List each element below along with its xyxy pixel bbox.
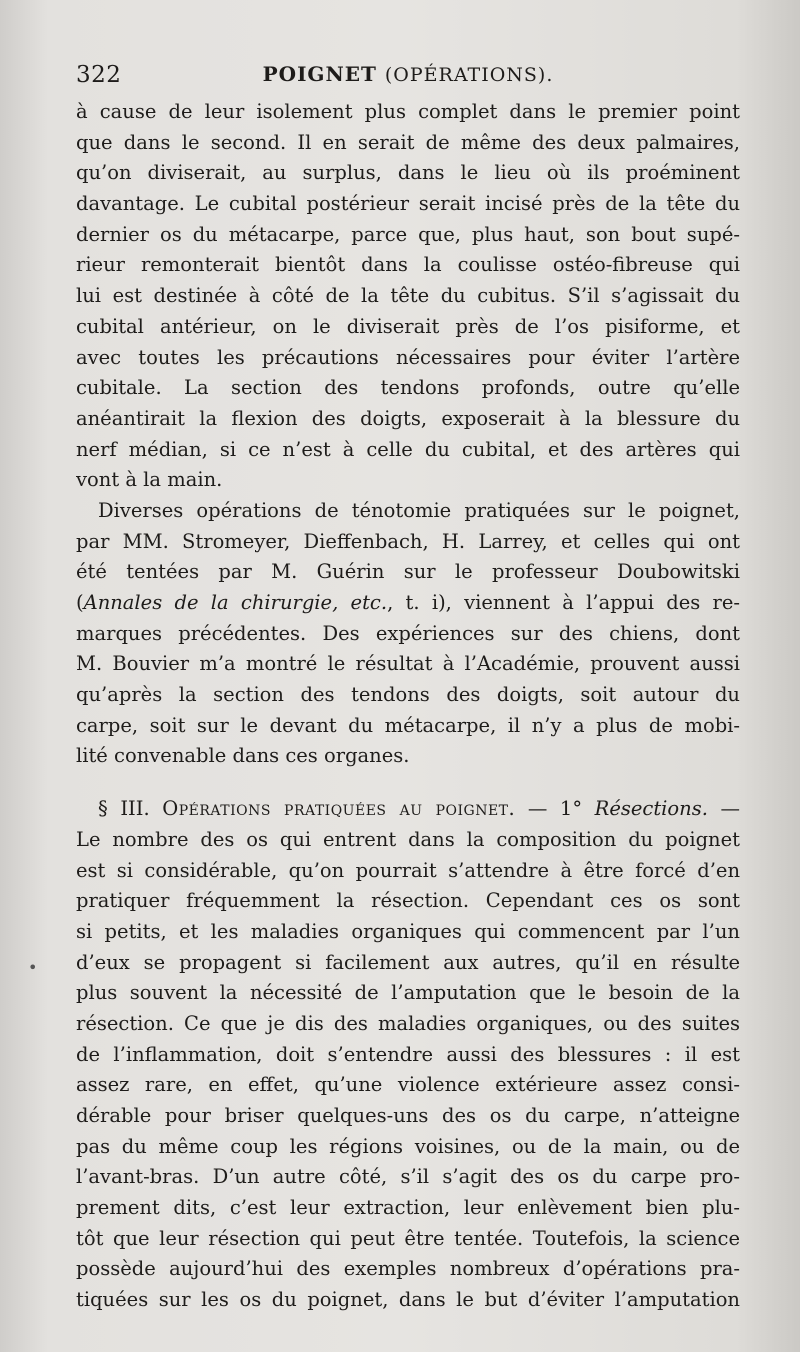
running-title-main: POIGNET xyxy=(262,62,377,86)
text-line: plus souvent la nécessité de l’amputation que le besoin de la xyxy=(76,981,740,1005)
text-line: lui est destinée à côté de la tête du cubitus. S’il s’agissait du xyxy=(76,284,740,308)
text-line: Le nombre des os qui entrent dans la composition du poignet xyxy=(76,827,740,851)
text-line: tôt que leur résection qui peut être tentée. Toutefois, la science xyxy=(76,1226,740,1250)
text-line: cubital antérieur, on le diviserait près de l’os pisiforme, et xyxy=(76,314,740,338)
paragraph-2 xyxy=(76,496,740,772)
heading-dash-2: — xyxy=(720,797,740,821)
text-line: si petits, et les maladies organiques qui commencent par l’un xyxy=(76,919,740,943)
text-line: l’avant-bras. D’un autre côté, s’il s’agit des os du carpe pro- xyxy=(76,1165,740,1189)
text-line: par MM. Stromeyer, Dieffenbach, H. Larrey, et celles qui ont xyxy=(76,529,740,553)
page-number: 322 xyxy=(76,62,122,88)
text-line: de l’inflammation, doit s’entendre aussi des blessures : il est xyxy=(76,1042,740,1066)
text-line: nerf médian, si ce n’est à celle du cubital, et des artères qui xyxy=(76,437,740,461)
text-line: marques précédentes. Des expériences sur des chiens, dont xyxy=(76,621,740,645)
paragraph-1 xyxy=(76,97,740,496)
text-line: qu’on diviserait, au surplus, dans le lieu où ils proéminent xyxy=(76,161,740,185)
subsection-number: 1° xyxy=(559,797,595,821)
citation-rest: , t. i), viennent à l’appui des re- xyxy=(387,591,740,614)
text-line: résection. Ce que je dis des maladies organiques, ou des suites xyxy=(76,1011,740,1035)
text-line: anéantirait la flexion des doigts, exposerait à la blessure du xyxy=(76,406,740,430)
body-text xyxy=(76,97,740,1316)
text-line: possède aujourd’hui des exemples nombreux d’opérations pra- xyxy=(76,1257,740,1281)
text-line: vont à la main. xyxy=(76,468,223,492)
text-line-citation xyxy=(76,588,740,619)
text-line: pas du même coup les régions voisines, ou de la main, ou de xyxy=(76,1134,740,1158)
text-line: que dans le second. Il en serait de même des deux palmaires, xyxy=(76,130,740,154)
paren: ( xyxy=(76,591,84,614)
section-heading-title: Opérations pratiquées au poignet. xyxy=(162,797,516,821)
text-line: Diverses opérations de ténotomie pratiquées sur le poignet, xyxy=(98,498,740,522)
text-line: avec toutes les précautions nécessaires pour éviter l’artère xyxy=(76,345,740,369)
section-heading xyxy=(76,794,740,825)
text-line: dérable pour briser quelques-uns des os du carpe, n’atteigne xyxy=(76,1104,740,1127)
running-title xyxy=(76,62,740,86)
text-line: assez rare, en effet, qu’une violence extérieure assez consi- xyxy=(76,1073,740,1097)
text-line: carpe, soit sur le devant du métacarpe, il n’y a plus de mobi- xyxy=(76,713,740,737)
section-3 xyxy=(76,794,740,1316)
section-gap xyxy=(76,772,740,794)
text-line: lité convenable dans ces organes. xyxy=(76,744,410,768)
subsection-title: Résections. xyxy=(594,797,708,821)
text-line: est si considérable, qu’on pourrait s’attendre à être forcé d’en xyxy=(76,858,740,882)
text-line: qu’après la section des tendons des doigts, soit autour du xyxy=(76,683,740,707)
text-line: rieur remonterait bientôt dans la coulisse ostéo-fibreuse qui xyxy=(76,253,740,277)
heading-dash: — xyxy=(527,797,548,821)
citation-title: Annales de la chirurgie, etc. xyxy=(83,591,388,614)
text-line: cubitale. La section des tendons profonds, outre qu’elle xyxy=(76,376,740,400)
running-header xyxy=(76,62,740,92)
text-line: à cause de leur isolement plus complet dans le premier point xyxy=(76,100,740,123)
text-line: prement dits, c’est leur extraction, leur enlèvement bien plu- xyxy=(76,1196,740,1220)
text-line: dernier os du métacarpe, parce que, plus haut, son bout supé- xyxy=(76,222,740,246)
running-title-sub: (OPÉRATIONS). xyxy=(384,64,554,86)
text-line: davantage. Le cubital postérieur serait incisé près de la tête du xyxy=(76,192,740,216)
text-line: pratiquer fréquemment la résection. Cependant ces os sont xyxy=(76,889,740,913)
text-line: été tentées par M. Guérin sur le professeur Doubowitski xyxy=(76,560,740,584)
margin-mark: • xyxy=(28,958,38,977)
section-mark: § III. xyxy=(98,797,150,821)
text-line: M. Bouvier m’a montré le résultat à l’Académie, prouvent aussi xyxy=(76,652,740,676)
text-line: tiquées sur les os du poignet, dans le but d’éviter l’amputation xyxy=(76,1288,740,1312)
text-line: d’eux se propagent si facilement aux autres, qu’il en résulte xyxy=(76,950,740,974)
